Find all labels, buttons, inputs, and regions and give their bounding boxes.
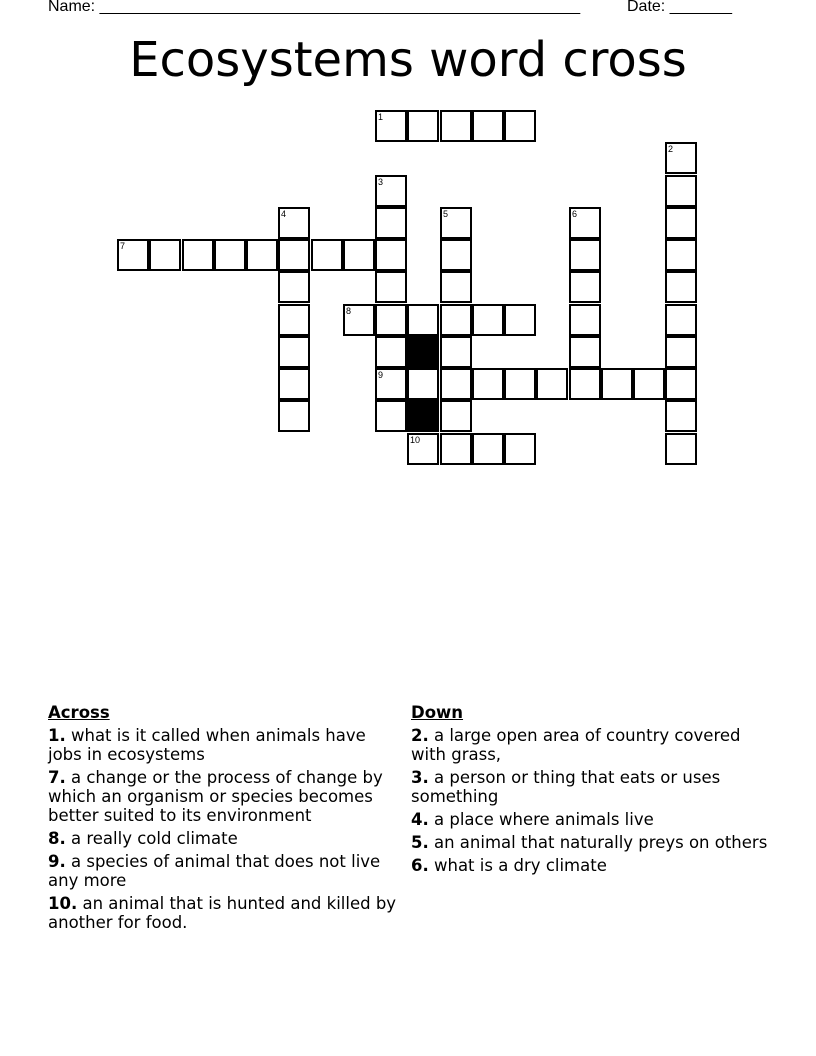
crossword-cell[interactable] [569,336,601,368]
crossword-cell[interactable] [278,400,310,432]
clue-number: 2. [411,726,429,745]
crossword-cell[interactable] [440,433,472,465]
across-heading: Across [48,703,110,722]
crossword-grid [0,0,816,500]
crossword-cell[interactable] [665,207,697,239]
crossword-cell[interactable] [440,110,472,142]
crossword-cell[interactable] [407,368,439,400]
clue-number: 10. [48,894,78,913]
crossword-cell[interactable] [504,110,536,142]
crossword-cell[interactable] [375,368,407,400]
clue-number: 6. [411,856,429,875]
crossword-cell[interactable] [504,368,536,400]
clue-number: 3. [411,768,429,787]
across-clue [48,852,403,890]
crossword-cell[interactable] [440,336,472,368]
clue-number-label: 6 [572,209,578,219]
crossword-cell[interactable] [343,304,375,336]
crossword-cell[interactable] [375,239,407,271]
clue-text: a species of animal that does not live any more [48,852,381,890]
clue-text: a place where animals live [428,810,654,829]
clue-text: a person or thing that eats or uses something [411,768,721,806]
crossword-cell[interactable] [182,239,214,271]
across-clues [48,703,403,936]
crossword-cell[interactable] [278,368,310,400]
crossword-cell[interactable] [504,304,536,336]
down-clues [411,703,771,879]
clue-number: 9. [48,852,66,871]
down-clue [411,768,771,806]
clue-number-label: 2 [668,144,674,154]
crossword-cell[interactable] [440,400,472,432]
crossword-cell[interactable] [472,110,504,142]
clue-text: a change or the process of change by which an organism or species becomes better suited to its environment [48,768,383,825]
crossword-cell[interactable] [149,239,181,271]
crossword-cell[interactable] [665,239,697,271]
crossword-cell[interactable] [665,271,697,303]
crossword-cell[interactable] [278,239,310,271]
clue-number: 5. [411,833,429,852]
crossword-cell[interactable] [278,304,310,336]
crossword-cell[interactable] [375,110,407,142]
clue-text: an animal that naturally preys on others [428,833,768,852]
across-clue [48,829,403,848]
crossword-cell[interactable] [375,304,407,336]
clue-number-label: 10 [410,435,421,445]
crossword-cell[interactable] [633,368,665,400]
crossword-cell[interactable] [569,207,601,239]
clue-text: an animal that is hunted and killed by another for food. [48,894,397,932]
clue-number-label: 9 [378,370,384,380]
crossword-cell[interactable] [569,239,601,271]
crossword-cell[interactable] [407,304,439,336]
down-clue [411,810,771,829]
across-clue [48,726,403,764]
clue-text: what is a dry climate [428,856,607,875]
across-clue [48,894,403,932]
crossword-cell[interactable] [440,271,472,303]
crossword-cell[interactable] [246,239,278,271]
clue-number-label: 4 [281,209,287,219]
crossword-cell[interactable] [569,368,601,400]
crossword-cell[interactable] [665,368,697,400]
crossword-cell[interactable] [665,304,697,336]
crossword-cell[interactable] [569,304,601,336]
crossword-cell[interactable] [665,400,697,432]
crossword-cell[interactable] [440,207,472,239]
clue-text: a large open area of country covered with grass, [411,726,741,764]
clue-number: 1. [48,726,66,745]
crossword-cell[interactable] [665,142,697,174]
down-clue [411,726,771,764]
crossword-cell[interactable] [440,368,472,400]
crossword-cell[interactable] [278,336,310,368]
clue-number: 8. [48,829,66,848]
crossword-cell[interactable] [407,433,439,465]
crossword-block [407,400,439,432]
clue-number: 4. [411,810,429,829]
crossword-cell[interactable] [440,239,472,271]
name-field-label: Name: ______________________________________________________ [48,0,581,15]
crossword-cell[interactable] [504,433,536,465]
crossword-cell[interactable] [375,336,407,368]
crossword-cell[interactable] [375,175,407,207]
crossword-cell[interactable] [375,271,407,303]
date-field-label: Date: _______ [627,0,732,15]
crossword-cell[interactable] [472,304,504,336]
crossword-cell[interactable] [665,336,697,368]
clue-text: a really cold climate [65,829,238,848]
crossword-cell[interactable] [343,239,375,271]
crossword-cell[interactable] [472,433,504,465]
crossword-cell[interactable] [117,239,149,271]
clue-number-label: 8 [346,306,352,316]
page-title: Ecosystems word cross [129,32,687,88]
clue-number: 7. [48,768,66,787]
crossword-cell[interactable] [665,175,697,207]
crossword-cell[interactable] [278,271,310,303]
crossword-cell[interactable] [375,207,407,239]
crossword-cell[interactable] [311,239,343,271]
clue-number-label: 1 [378,112,384,122]
clue-text: what is it called when animals have jobs in ecosystems [48,726,366,764]
crossword-cell[interactable] [407,110,439,142]
crossword-cell[interactable] [375,400,407,432]
crossword-cell[interactable] [569,271,601,303]
crossword-cell[interactable] [601,368,633,400]
down-clue [411,833,771,852]
crossword-cell[interactable] [278,207,310,239]
clue-number-label: 7 [120,241,126,251]
crossword-cell[interactable] [536,368,568,400]
crossword-cell[interactable] [665,433,697,465]
down-clue [411,856,771,875]
crossword-cell[interactable] [472,368,504,400]
crossword-cell[interactable] [440,304,472,336]
crossword-cell[interactable] [214,239,246,271]
clue-number-label: 5 [443,209,449,219]
clue-number-label: 3 [378,177,384,187]
down-heading: Down [411,703,464,722]
crossword-block [407,336,439,368]
across-clue [48,768,403,825]
